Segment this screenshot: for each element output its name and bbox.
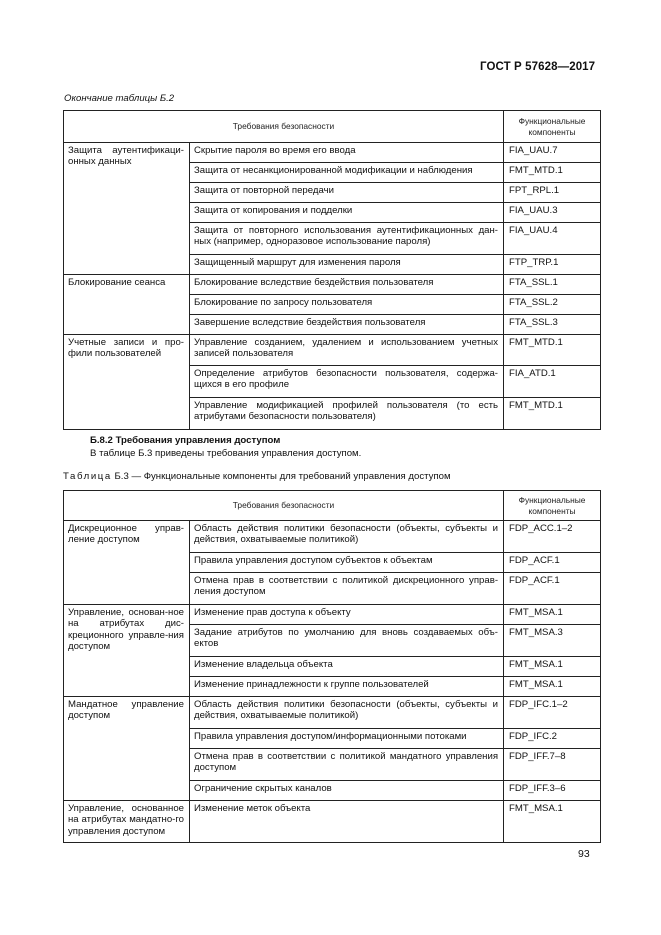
- requirement-cell: Область действия политики безопасности (объекты, субъекты и действия, охватываемые политикой): [190, 697, 504, 729]
- requirement-cell: Правила управления доступом/информационными потоками: [190, 729, 504, 749]
- component-cell: FMT_MSA.1: [504, 801, 601, 843]
- component-cell: FMT_MSA.1: [504, 657, 601, 677]
- table-header-row: [64, 111, 601, 143]
- component-cell: FMT_MTD.1: [504, 335, 601, 366]
- table-caption-label: Таблица: [63, 471, 112, 482]
- requirement-cell: Отмена прав в соответствии с политикой дискреционного управ-ления доступом: [190, 573, 504, 605]
- requirement-cell: Защита от повторного использования аутентификационных дан-ных (например, одноразовое использование пароля): [190, 223, 504, 255]
- section-text: В таблице Б.3 приведены требования управления доступом.: [90, 448, 362, 459]
- table-row: [64, 801, 601, 843]
- table-continuation-caption: Окончание таблицы Б.2: [64, 93, 175, 104]
- component-cell: FMT_MTD.1: [504, 398, 601, 430]
- requirement-cell: Управление модификацией профилей пользователя (то есть атрибутами безопасности пользователя): [190, 398, 504, 430]
- component-cell: FTA_SSL.3: [504, 315, 601, 335]
- component-cell: FDP_IFF.7–8: [504, 749, 601, 781]
- column-header-requirements: Требования безопасности: [64, 491, 504, 521]
- table-row: [64, 521, 601, 553]
- requirements-table-b3: [63, 490, 601, 843]
- group-cell: Управление, основанное на атрибутах мандатно-го управления доступом: [64, 801, 190, 843]
- table-row: [64, 143, 601, 163]
- requirement-cell: Ограничение скрытых каналов: [190, 781, 504, 801]
- component-cell: FDP_IFF.3–6: [504, 781, 601, 801]
- document-code: ГОСТ Р 57628—2017: [480, 61, 596, 73]
- requirement-cell: Завершение вследствие бездействия пользователя: [190, 315, 504, 335]
- table-header-row: [64, 491, 601, 521]
- component-cell: FIA_ATD.1: [504, 366, 601, 398]
- component-cell: FDP_ACC.1–2: [504, 521, 601, 553]
- requirements-table-b2: [63, 110, 601, 430]
- group-cell: Защита аутентификаци-онных данных: [64, 143, 190, 275]
- requirement-cell: Правила управления доступом субъектов к объектам: [190, 553, 504, 573]
- table-row: [64, 335, 601, 366]
- component-cell: FTP_TRP.1: [504, 255, 601, 275]
- page-number: 93: [578, 848, 590, 860]
- component-cell: FPT_RPL.1: [504, 183, 601, 203]
- group-cell: Блокирование сеанса: [64, 275, 190, 335]
- component-cell: FIA_UAU.4: [504, 223, 601, 255]
- requirement-cell: Отмена прав в соответствии с политикой мандатного управления доступом: [190, 749, 504, 781]
- component-cell: FTA_SSL.1: [504, 275, 601, 295]
- column-header-requirements: Требования безопасности: [64, 111, 504, 143]
- component-cell: FDP_ACF.1: [504, 573, 601, 605]
- component-cell: FMT_MTD.1: [504, 163, 601, 183]
- requirement-cell: Управление созданием, удалением и использованием учетных записей пользователя: [190, 335, 504, 366]
- table-caption: [63, 471, 451, 482]
- component-cell: FTA_SSL.2: [504, 295, 601, 315]
- component-cell: FIA_UAU.3: [504, 203, 601, 223]
- table-row: [64, 275, 601, 295]
- component-cell: FIA_UAU.7: [504, 143, 601, 163]
- column-header-components: Функциональные компоненты: [504, 491, 601, 521]
- requirement-cell: Блокирование вследствие бездействия пользователя: [190, 275, 504, 295]
- table-row: [64, 697, 601, 729]
- requirement-cell: Область действия политики безопасности (объекты, субъекты и действия, охватываемые политикой): [190, 521, 504, 553]
- requirement-cell: Задание атрибутов по умолчанию для вновь создаваемых объ-ектов: [190, 625, 504, 657]
- component-cell: FMT_MSA.1: [504, 677, 601, 697]
- group-cell: Учетные записи и про-фили пользователей: [64, 335, 190, 430]
- table-row: [64, 605, 601, 625]
- requirement-cell: Изменение принадлежности к группе пользователей: [190, 677, 504, 697]
- requirement-cell: Защита от несанкционированной модификации и наблюдения: [190, 163, 504, 183]
- component-cell: FMT_MSA.3: [504, 625, 601, 657]
- column-header-components: Функциональные компоненты: [504, 111, 601, 143]
- component-cell: FDP_IFC.1–2: [504, 697, 601, 729]
- requirement-cell: Изменение меток объекта: [190, 801, 504, 843]
- group-cell: Управление, основан-ное на атрибутах дис-креционного управле-ния доступом: [64, 605, 190, 697]
- requirement-cell: Блокирование по запросу пользователя: [190, 295, 504, 315]
- requirement-cell: Изменение владельца объекта: [190, 657, 504, 677]
- requirement-cell: Определение атрибутов безопасности пользователя, содержа-щихся в его профиле: [190, 366, 504, 398]
- group-cell: Мандатное управление доступом: [64, 697, 190, 801]
- requirement-cell: Изменение прав доступа к объекту: [190, 605, 504, 625]
- requirement-cell: Защищенный маршрут для изменения пароля: [190, 255, 504, 275]
- requirement-cell: Защита от повторной передачи: [190, 183, 504, 203]
- table-caption-text: Б.3 — Функциональные компоненты для требований управления доступом: [111, 471, 451, 482]
- component-cell: FDP_IFC.2: [504, 729, 601, 749]
- component-cell: FMT_MSA.1: [504, 605, 601, 625]
- component-cell: FDP_ACF.1: [504, 553, 601, 573]
- requirement-cell: Защита от копирования и подделки: [190, 203, 504, 223]
- section-heading: Б.8.2 Требования управления доступом: [90, 435, 281, 446]
- group-cell: Дискреционное управ-ление доступом: [64, 521, 190, 605]
- requirement-cell: Скрытие пароля во время его ввода: [190, 143, 504, 163]
